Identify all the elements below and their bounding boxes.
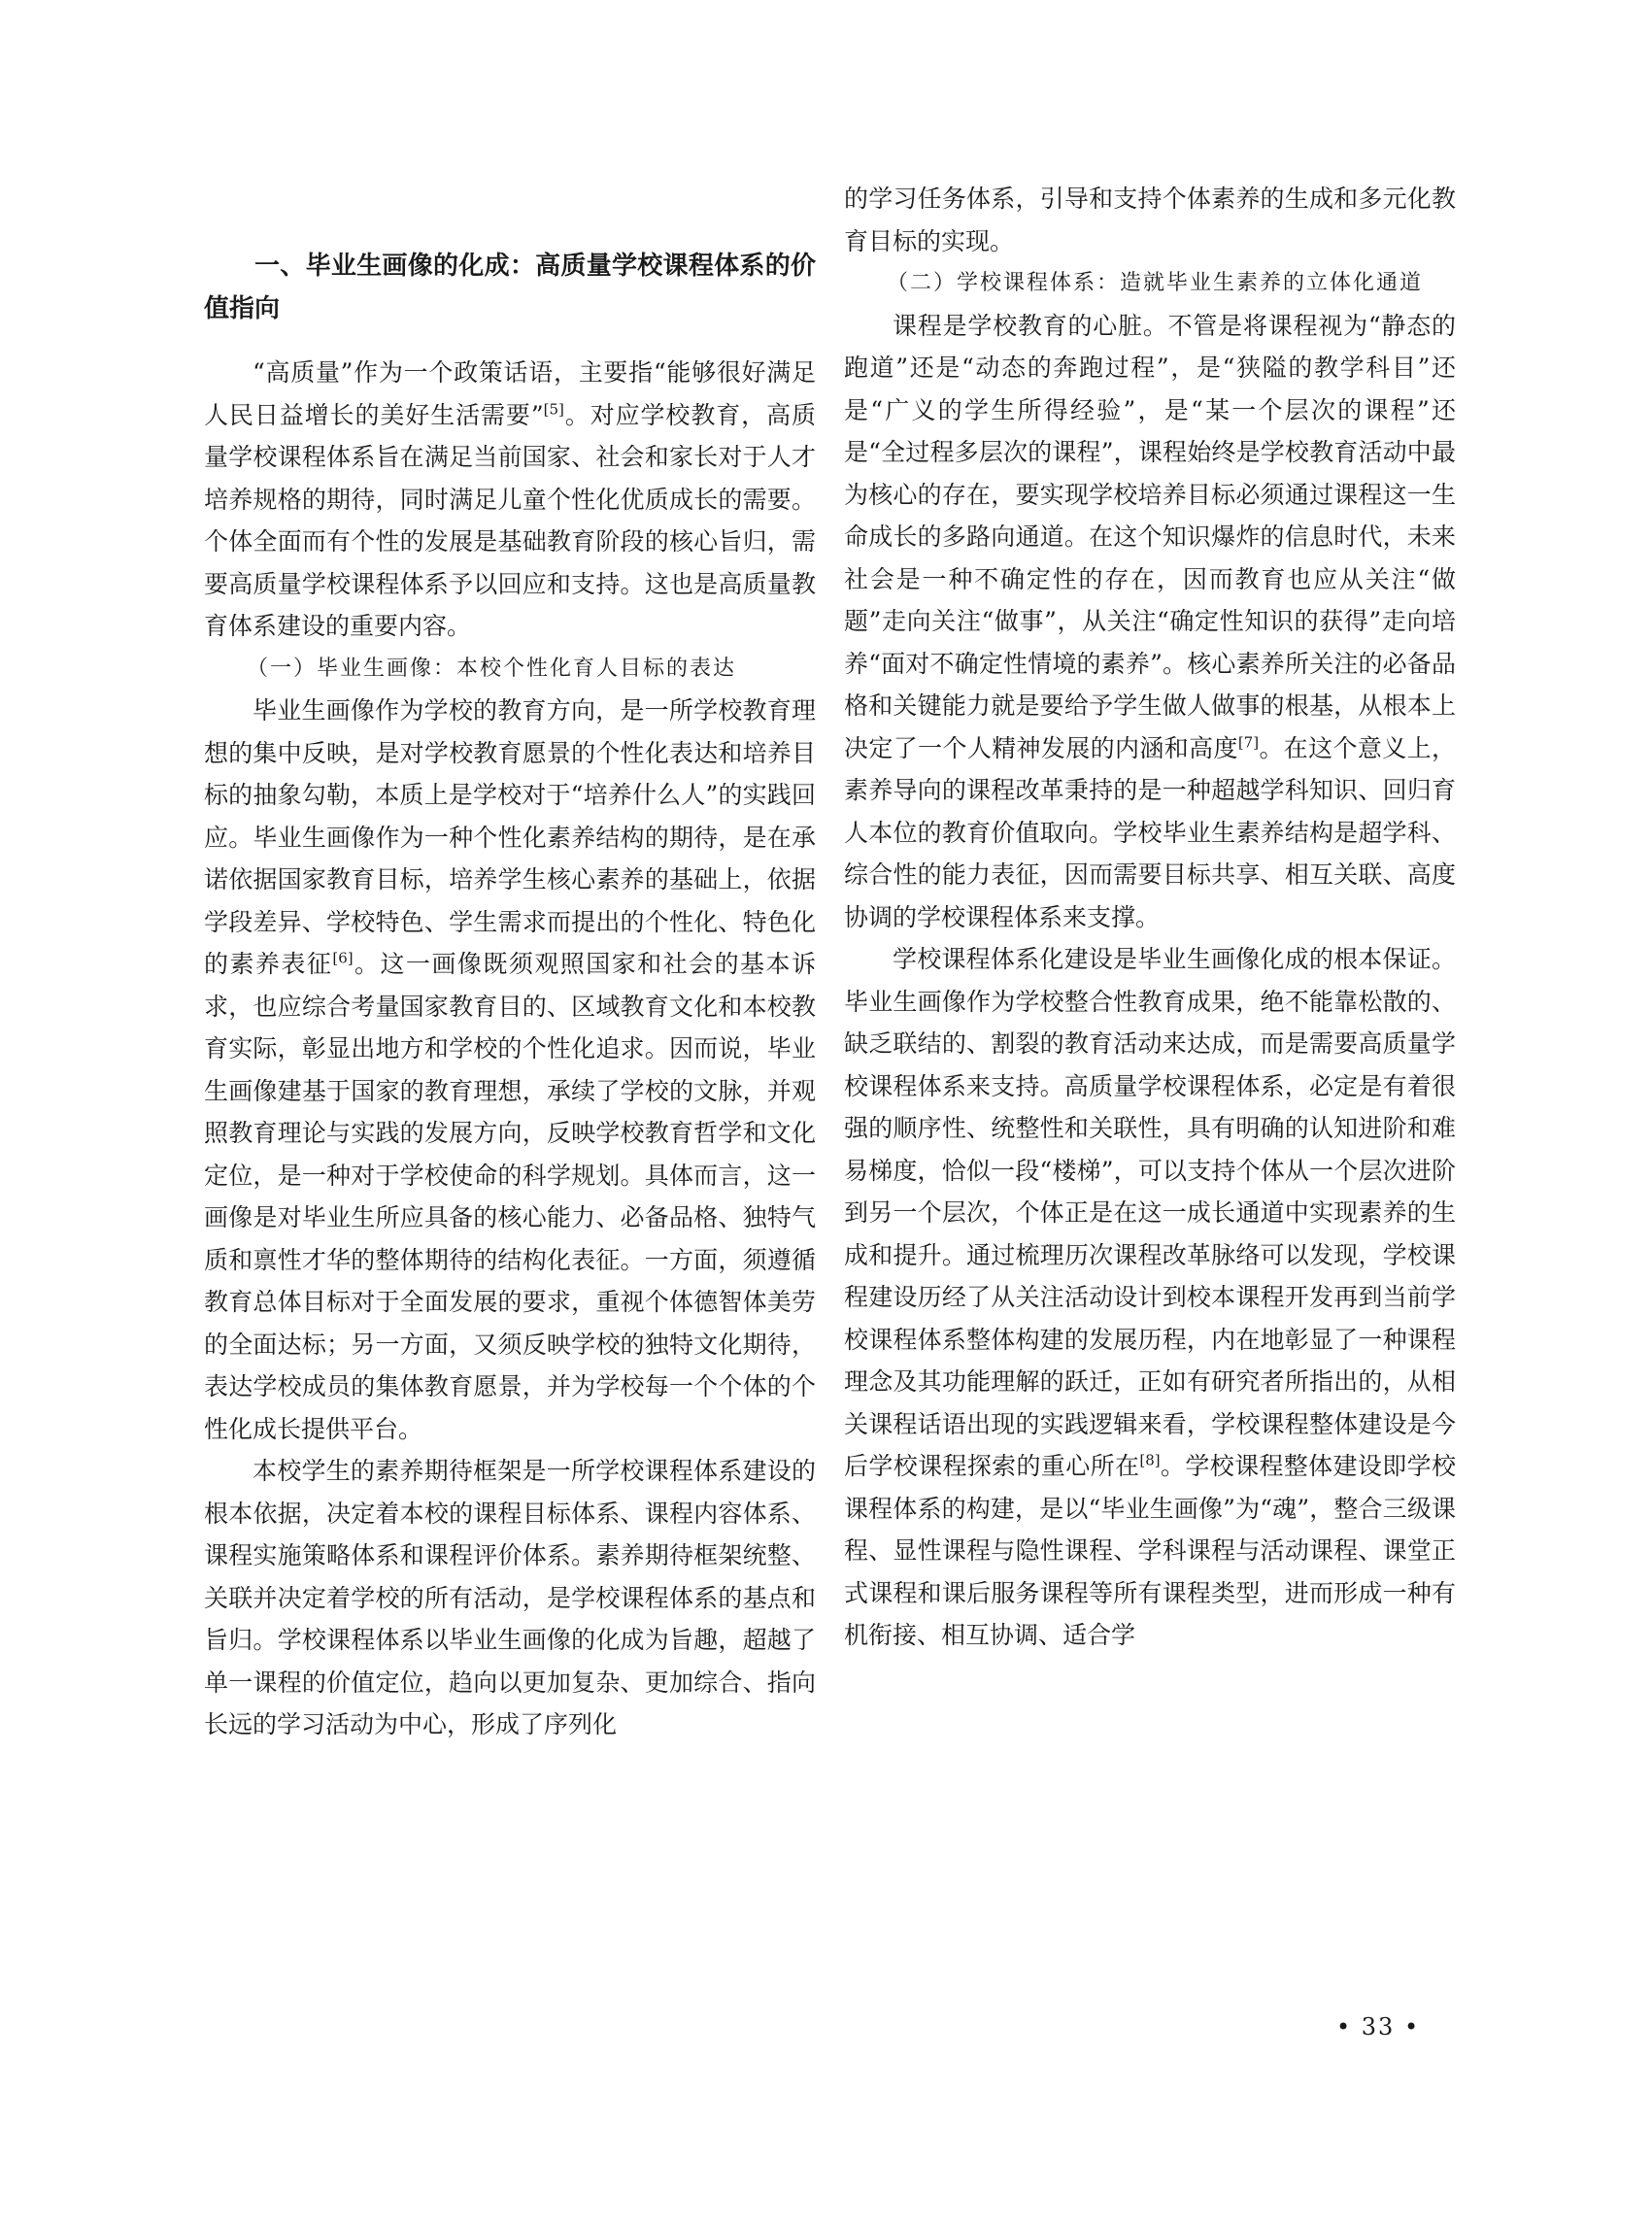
paragraph (204, 352, 816, 648)
right-column (844, 185, 1456, 1657)
section-heading: 一、毕业生画像的化成：高质量学校课程体系的价值指向 (204, 252, 816, 323)
citation-ref: [8] (1139, 1451, 1161, 1469)
paragraph-text: 。对应学校教育，高质量学校课程体系旨在满足当前国家、社会和家长对于人才培养规格的期待，同时满足儿童个性化优质成长的需要。个体全面而有个性的发展是基础教育阶段的核心旨归，需要高质量学校课程体系予以回应和支持。这也是高质量教育体系建设的重要内容。 (204, 400, 816, 640)
paragraph (844, 938, 1456, 1657)
paragraph (204, 690, 816, 1450)
subsection-heading: （二）学校课程体系：造就毕业生素养的立体化通道 (887, 271, 1424, 295)
paragraph-text: 毕业生画像作为学校的教育方向，是一所学校教育理想的集中反映，是对学校教育愿景的个性化表达和培养目标的抽象勾勒，本质上是学校对于“培养什么人”的实践回应。毕业生画像作为一种个性化素养结构的期待，是在承诺依据国家教育目标，培养学生核心素养的基础上，依据学段差异、学校特色、学生需求而提出的个性化、特色化的素养表征 (204, 696, 816, 978)
paragraph-text: 。学校课程整体建设即学校课程体系的构建，是以“毕业生画像”为“魂”，整合三级课程、显性课程与隐性课程、学科课程与活动课程、课堂正式课程和课后服务课程等所有课程类型，进而形成一种有机衔接、相互协调、适合学 (844, 1452, 1456, 1649)
paragraph: 本校学生的素养期待框架是一所学校课程体系建设的根本依据，决定着本校的课程目标体系、课程内容体系、课程实施策略体系和课程评价体系。素养期待框架统整、关联并决定着学校的所有活动，是学校课程体系的基点和旨归。学校课程体系以毕业生画像的化成为旨趣，超越了单一课程的价值定位，趋向以更加复杂、更加综合、指向长远的学习活动为中心，形成了序列化 (204, 1457, 816, 1738)
citation-ref: [5] (543, 400, 564, 419)
left-column (204, 212, 816, 1746)
paragraph-text: 。在这个意义上，素养导向的课程改革秉持的是一种超越学科知识、回归育人本位的教育价值取向。学校毕业生素养结构是超学科、综合性的能力表征，因而需要目标共享、相互关联、高度协调的学校课程体系来支撑。 (844, 733, 1456, 931)
paragraph-text: 学校课程体系化建设是毕业生画像化成的根本保证。毕业生画像作为学校整合性教育成果，绝不能靠松散的、缺乏联结的、割裂的教育活动来达成，而是需要高质量学校课程体系来支持。高质量学校课程体系，必定是有着很强的顺序性、统整性和关联性，具有明确的认知进阶和难易梯度，恰似一段“楼梯”，可以支持个体从一个层次进阶到另一个层次，个体正是在这一成长通道中实现素养的生成和提升。通过梳理历次课程改革脉络可以发现，学校课程建设历经了从关注活动设计到校本课程开发再到当前学校课程体系整体构建的发展历程，内在地彰显了一种课程理念及其功能理解的跃迁，正如有研究者所指出的，从相关课程话语出现的实践逻辑来看，学校课程整体建设是今后学校课程探索的重心所在 (844, 945, 1456, 1480)
paragraph-text: 。这一画像既须观照国家和社会的基本诉求，也应综合考量国家教育目的、区域教育文化和本校教育实际，彰显出地方和学校的个性化追求。因而说，毕业生画像建基于国家的教育理想，承续了学校的文脉，并观照教育理论与实践的发展方向，反映学校教育哲学和文化定位，是一种对于学校使命的科学规划。具体而言，这一画像是对毕业生所应具备的核心能力、必备品格、独特气质和禀性才华的整体期待的结构化表征。一方面，须遵循教育总体目标对于全面发展的要求，重视个体德智体美劳的全面达标；另一方面，又须反映学校的独特文化期待，表达学校成员的集体教育愿景，并为学校每一个个体的个性化成长提供平台。 (204, 950, 816, 1443)
paragraph-text: 课程是学校教育的心脏。不管是将课程视为“静态的跑道”还是“动态的奔跑过程”，是“狭隘的教学科目”还是“广义的学生所得经验”，是“某一个层次的课程”还是“全过程多层次的课程”，课程始终是学校教育活动中最为核心的存在，要实现学校培养目标必须通过课程这一生命成长的多路向通道。在这个知识爆炸的信息时代，未来社会是一种不确定性的存在，因而教育也应从关注“做题”走向关注“做事”，从关注“确定性知识的获得”走向培养“面对不确定性情境的素养”。核心素养所关注的必备品格和关键能力就是要给予学生做人做事的根基，从根本上决定了一个人精神发展的内涵和高度 (844, 311, 1456, 762)
paragraph (844, 305, 1456, 939)
citation-ref: [6] (332, 949, 354, 967)
paragraph-text: “高质量”作为一个政策话语，主要指“能够很好满足人民日益增长的美好生活需要” (204, 358, 816, 429)
paragraph-continuation: 的学习任务体系，引导和支持个体素养的生成和多元化教育目标的实现。 (844, 185, 1456, 255)
page-number: • 33 • (1336, 2013, 1421, 2040)
subsection-heading: （一）毕业生画像：本校个性化育人目标的表达 (247, 656, 737, 681)
citation-ref: [7] (1237, 733, 1260, 752)
